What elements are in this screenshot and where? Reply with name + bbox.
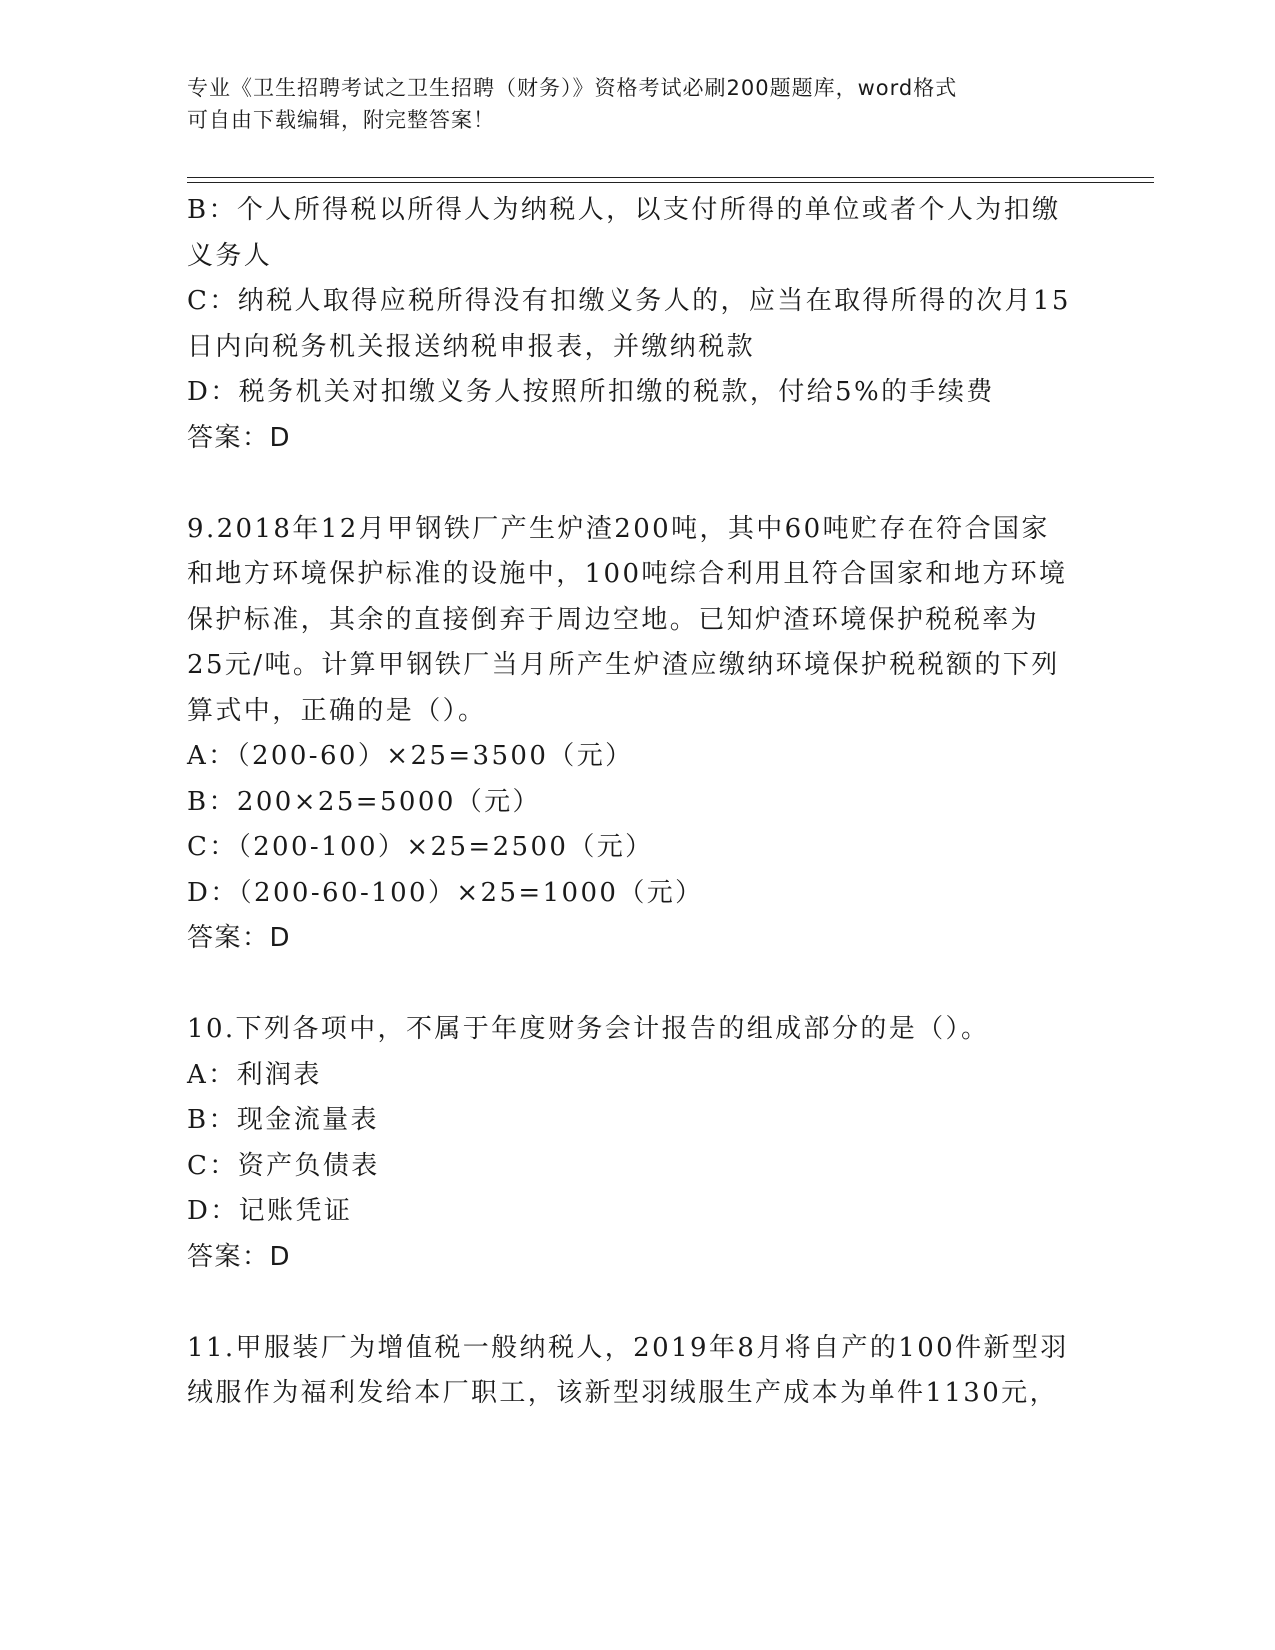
option-c-line-1: C：纳税人取得应税所得没有扣缴义务人的，应当在取得所得的次月15 (187, 286, 1071, 316)
option-a: A：利润表 (187, 1059, 322, 1090)
option-b-line-2: 义务人 (187, 240, 273, 271)
question-text-line-2: 绒服作为福利发给本厂职工，该新型羽绒服生产成本为单件1130元， (187, 1378, 1058, 1408)
spacer (187, 962, 1087, 1008)
question-8 (187, 188, 1087, 461)
question-text-line-4: 25元/吨。计算甲钢铁厂当月所产生炉渣应缴纳环境保护税税额的下列 (187, 650, 1060, 680)
header-divider-bottom (187, 182, 1154, 183)
option-d: D：税务机关对扣缴义务人按照所扣缴的税款，付给5%的手续费 (187, 377, 995, 407)
header-divider-top (187, 177, 1154, 178)
header-line-1: 专业《卫生招聘考试之卫生招聘（财务）》资格考试必刷200题题库，word格式 (187, 76, 958, 100)
option-d: D：（200-60-100）×25=1000（元） (187, 877, 704, 908)
option-b: B：200×25=5000（元） (187, 786, 541, 817)
question-text-line-5: 算式中，正确的是（）。 (187, 695, 487, 726)
question-10 (187, 1007, 1087, 1280)
option-c: C：资产负债表 (187, 1150, 380, 1181)
option-a: A：（200-60）×25=3500（元） (187, 741, 634, 771)
document-header (187, 72, 1087, 136)
question-11 (187, 1326, 1087, 1417)
question-text-line-3: 保护标准，其余的直接倒弃于周边空地。已知炉渣环境保护税税率为 (187, 604, 1040, 635)
header-line-2: 可自由下载编辑，附完整答案！ (187, 108, 495, 132)
answer: 答案：D (187, 923, 292, 953)
question-text-line-1: 9.2018年12月甲钢铁厂产生炉渣200吨，其中60吨贮存在符合国家 (187, 513, 1050, 544)
question-text-line-1: 11.甲服装厂为增值税一般纳税人，2019年8月将自产的100件新型羽 (187, 1332, 1069, 1363)
answer: 答案：D (187, 422, 292, 453)
question-9 (187, 507, 1087, 962)
question-text-line-1: 10.下列各项中，不属于年度财务会计报告的组成部分的是（）。 (187, 1014, 990, 1044)
option-b-line-1: B：个人所得税以所得人为纳税人，以支付所得的单位或者个人为扣缴 (187, 195, 1061, 225)
document-body (187, 188, 1087, 1417)
spacer (187, 461, 1087, 507)
option-c-line-2: 日内向税务机关报送纳税申报表，并缴纳税款 (187, 331, 756, 362)
option-b: B：现金流量表 (187, 1105, 379, 1135)
option-d: D：记账凭证 (187, 1196, 353, 1226)
option-c: C：（200-100）×25=2500（元） (187, 832, 654, 862)
spacer (187, 1280, 1087, 1326)
answer: 答案：D (187, 1241, 292, 1272)
question-text-line-2: 和地方环境保护标准的设施中，100吨综合利用且符合国家和地方环境 (187, 559, 1068, 589)
